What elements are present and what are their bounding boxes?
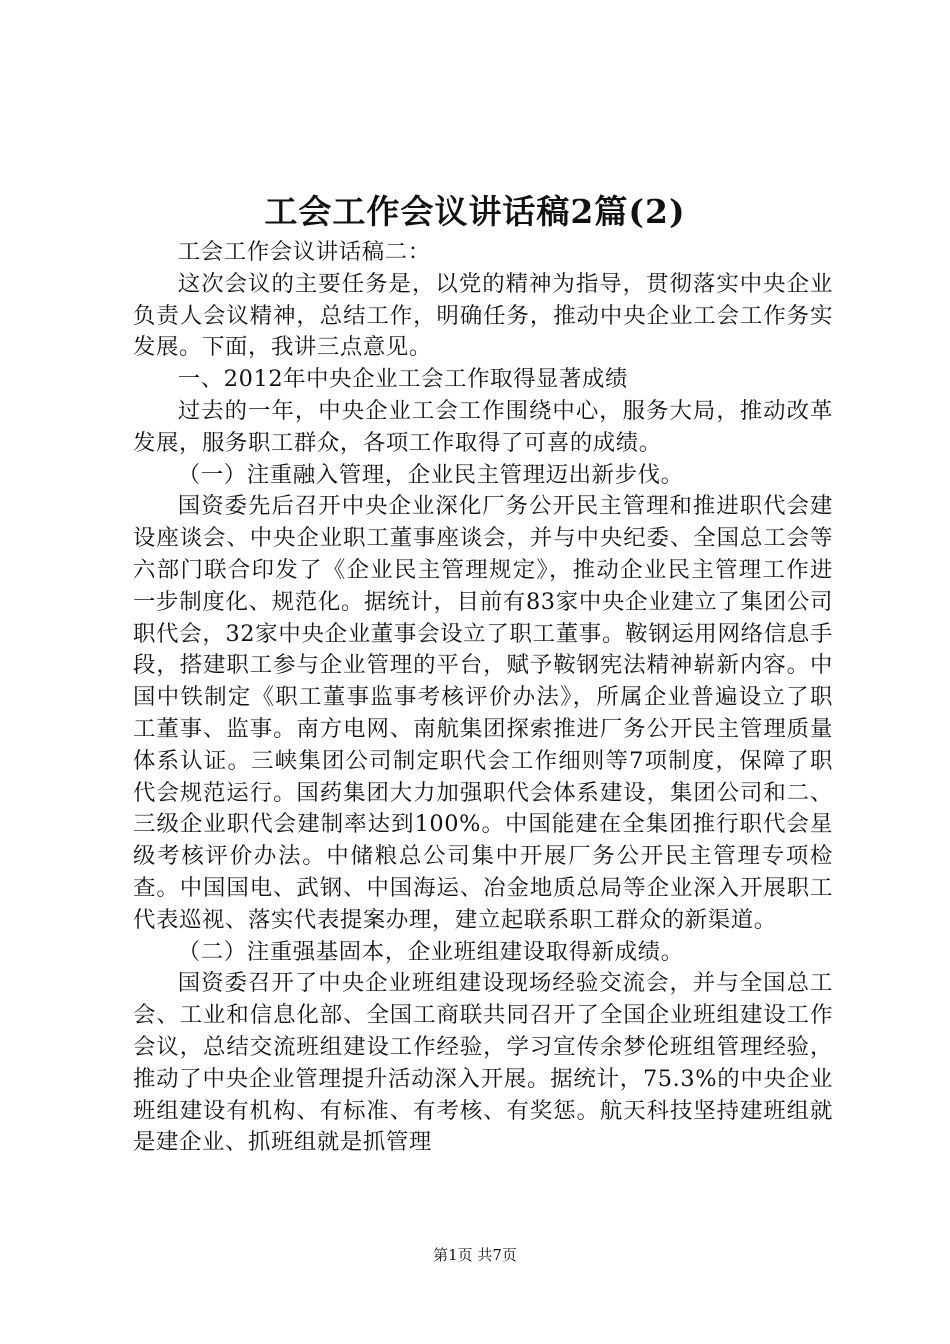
- document-title: 工会工作会议讲话稿2篇(2): [264, 192, 686, 231]
- paragraph-democratic-management: 国资委先后召开中央企业深化厂务公开民主管理和推进职代会建设座谈会、中央企业职工董事座谈会，并与中央纪委、全国总工会等六部门联合印发了《企业民主管理规定》，推动企业民主管理工作进一步制度化、规范化。据统计，目前有83家中央企业建立了集团公司职代会，32家中央企业董事会设立了职工董事。鞍钢运用网络信息手段，搭建职工参与企业管理的平台，赋予鞍钢宪法精神崭新内容。中国中铁制定《职工董事监事考核评价办法》，所属企业普遍设立了职工董事、监事。南方电网、南航集团探索推进厂务公开民主管理质量体系认证。三峡集团公司制定职代会工作细则等7项制度，保障了职代会规范运行。国药集团大力加强职代会体系建设，集团公司和二、三级企业职代会建制率达到100%。中国能建在全集团推行职代会星级考核评价办法。中储粮总公司集中开展厂务公开民主管理专项检查。中国国电、武钢、中国海运、冶金地质总局等企业深入开展职工代表巡视、落实代表提案办理，建立起联系职工群众的新渠道。: [133, 493, 833, 933]
- paragraph-past-year: 过去的一年，中央企业工会工作围绕中心，服务大局，推动改革发展，服务职工群众，各项工作取得了可喜的成绩。: [133, 397, 833, 456]
- page-number-footer: 第1页 共7页: [433, 1246, 517, 1264]
- paragraph-team-building: 国资委召开了中央企业班组建设现场经验交流会，并与全国总工会、工业和信息化部、全国工商联共同召开了全国企业班组建设工作会议，总结交流班组建设工作经验，学习宣传余梦伦班组管理经验，推动了中央企业管理提升活动深入开展。据统计，75.3%的中央企业班组建设有机构、有标准、有考核、有奖惩。航天科技坚持建班组就是建企业、抓班组就是抓管理: [133, 970, 833, 1156]
- subsection-heading-two: （二）注重强基固本，企业班组建设取得新成绩。: [177, 938, 684, 965]
- paragraph-meeting-tasks: 这次会议的主要任务是，以党的精神为指导，贯彻落实中央企业负责人会议精神，总结工作，明确任务，推动中央企业工会工作务实发展。下面，我讲三点意见。: [133, 270, 833, 361]
- section-heading-one: 一、2012年中央企业工会工作取得显著成绩: [177, 366, 629, 393]
- paragraph-intro-label: 工会工作会议讲话稿二：: [177, 239, 431, 265]
- document-body: [133, 237, 833, 1159]
- subsection-heading-one: （一）注重融入管理，企业民主管理迈出新步伐。: [177, 461, 684, 488]
